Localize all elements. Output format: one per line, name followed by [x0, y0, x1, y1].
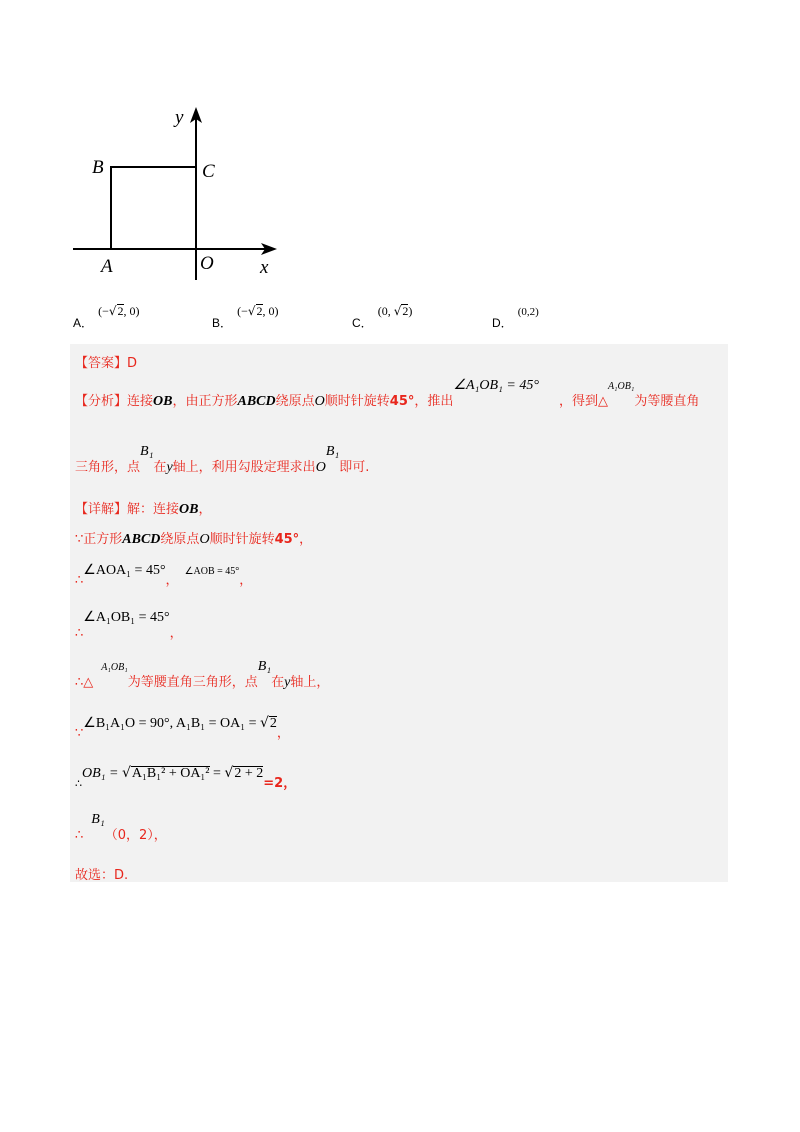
analysis-tag: 【分析】	[75, 394, 128, 409]
label-x: x	[260, 257, 269, 278]
option-b	[212, 300, 279, 330]
analysis-line-1: 【分析】连接OB，由正方形ABCD绕原点O顺时针旋转45°，推出∠A₁OB₁ = 45°，得到△$^{A_1OB_1}$为等腰直角	[75, 378, 700, 409]
detail-line-8: ∴B₁（0，2），	[75, 812, 167, 843]
detail-line-6: ∵∠B₁A₁O = 90°, A₁B₁ = OA₁ = √2，	[75, 715, 290, 741]
answer-tag: 【答案】	[75, 356, 128, 371]
point-b1: B₁	[140, 444, 154, 459]
option-d	[492, 300, 539, 330]
option-coordinate: (−√2, 0)	[98, 304, 140, 318]
option-coordinate: (−√2, 0)	[237, 304, 279, 318]
detail-line-2: ∵正方形ABCD绕原点O顺时针旋转45°，	[75, 532, 313, 547]
formula-angle: ∠A₁OB₁ = 45°	[453, 378, 539, 393]
point-b1: B₁	[257, 659, 272, 674]
analysis-line-2: 三角形，点B₁在y轴上，利用勾股定理求出OB₁即可.	[75, 444, 370, 475]
answer-line	[75, 352, 137, 371]
detail-line-5: ∴△$^{A_1OB_1}$为等腰直角三角形，点B₁在y轴上，	[75, 659, 330, 690]
option-letter: B．	[212, 316, 233, 330]
option-letter: A．	[73, 316, 94, 330]
formula-a1ob1: ∠A₁OB₁ = 45°	[83, 610, 170, 625]
option-letter: D．	[492, 316, 513, 330]
detail-tag: 【详解】	[75, 502, 128, 517]
formula-aoa1: ∠AOA₁ = 45°	[83, 563, 166, 578]
detail-line-1: 【详解】解：连接OB，	[75, 502, 212, 517]
detail-line-3: ∴∠AOA₁ = 45°，$^{\angle AOB = 45^\circ}$，	[75, 563, 253, 588]
formula-aob: ∠AOB = 45°	[184, 566, 240, 577]
triangle-symbol: A₁OB₁	[607, 381, 635, 392]
detail-line-4: ∴∠A₁OB₁ = 45°，	[75, 610, 183, 641]
detail-line-9: 故选：D.	[75, 868, 129, 883]
option-coordinate: (0,2)	[517, 306, 539, 318]
label-a: A	[101, 256, 113, 277]
solution-panel	[70, 344, 728, 882]
label-y: y	[175, 107, 184, 128]
answer-value: D	[127, 356, 138, 371]
formula-ob1: OB₁ = √A₁B₁² + OA₁² = √2 + 2	[82, 765, 264, 781]
triangle-symbol: A₁OB₁	[101, 662, 128, 673]
coordinate-figure	[65, 95, 295, 285]
option-c	[352, 300, 413, 330]
label-c: C	[202, 161, 215, 182]
label-b: B	[92, 157, 104, 178]
formula-right-angle: ∠B₁A₁O = 90°, A₁B₁ = OA₁ = √2	[83, 715, 277, 731]
label-o: O	[200, 253, 214, 274]
square-abco	[111, 167, 196, 249]
point-b1: B₁	[91, 812, 105, 827]
option-coordinate: (0, √2)	[377, 304, 413, 318]
option-letter: C．	[352, 316, 373, 330]
detail-line-7: ∴OB₁ = √A₁B₁² + OA₁² = √2 + 2=2，	[75, 765, 297, 791]
option-a	[73, 300, 140, 330]
